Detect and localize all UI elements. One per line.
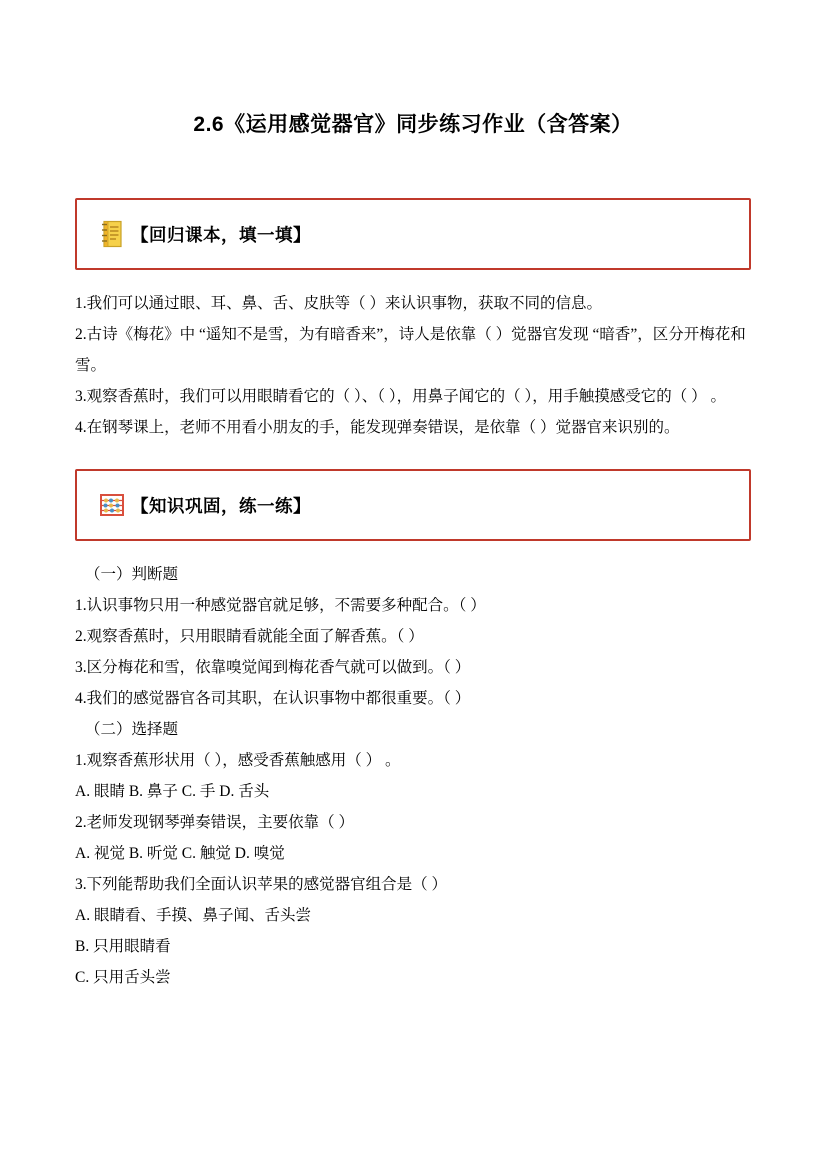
question-line: 3.下列能帮助我们全面认识苹果的感觉器官组合是（ ） — [75, 876, 448, 893]
question-line: 4.我们的感觉器官各司其职，在认识事物中都很重要。（ ） — [75, 690, 471, 707]
question-line: 1.认识事物只用一种感觉器官就足够，不需要多种配合。（ ） — [75, 597, 486, 614]
section-heading: 【回归课本，填一填】 — [131, 224, 311, 245]
question-line: 1.我们可以通过眼、耳、鼻、舌、皮肤等（ ）来认识事物，获取不同的信息。 — [75, 295, 603, 312]
question-line: 3.观察香蕉时，我们可以用眼睛看它的（ ）、（ ），用鼻子闻它的（ ），用手触摸感受它的（ ） 。 — [75, 388, 727, 405]
question-line: 1.观察香蕉形状用（ ），感受香蕉触感用（ ） 。 — [75, 752, 401, 769]
question-line: 3.区分梅花和雪，依靠嗅觉闻到梅花香气就可以做到。（ ） — [75, 659, 471, 676]
section-banner-practice — [75, 469, 751, 541]
option-line: A. 视觉 B. 听觉 C. 触觉 D. 嗅觉 — [75, 845, 285, 862]
page-title: 2.6《运用感觉器官》同步练习作业（含答案） — [193, 113, 633, 136]
question-line: 2.老师发现钢琴弹奏错误，主要依靠（ ） — [75, 814, 355, 831]
option-line: C. 只用舌头尝 — [75, 969, 171, 986]
section-banner-fill-in — [75, 198, 751, 270]
option-line: A. 眼睛看、手摸、鼻子闻、舌头尝 — [75, 907, 311, 924]
option-line: A. 眼睛 B. 鼻子 C. 手 D. 舌头 — [75, 783, 270, 800]
practice-questions — [75, 559, 751, 993]
notebook-icon — [99, 219, 125, 249]
group-label: （一）判断题 — [85, 566, 179, 583]
question-line: 2.观察香蕉时，只用眼睛看就能全面了解香蕉。（ ） — [75, 628, 424, 645]
abacus-icon — [99, 490, 125, 520]
section-heading: 【知识巩固，练一练】 — [131, 495, 311, 516]
group-label: （二）选择题 — [85, 721, 179, 738]
question-line: 2.古诗《梅花》中 “遥知不是雪，为有暗香来”，诗人是依靠（ ）觉器官发现 “暗香”，区分开梅花和雪。 — [75, 326, 746, 374]
question-line: 4.在钢琴课上，老师不用看小朋友的手，能发现弹奏错误，是依靠（ ）觉器官来识别的。 — [75, 419, 680, 436]
fill-in-questions — [75, 288, 751, 443]
option-line: B. 只用眼睛看 — [75, 938, 171, 955]
